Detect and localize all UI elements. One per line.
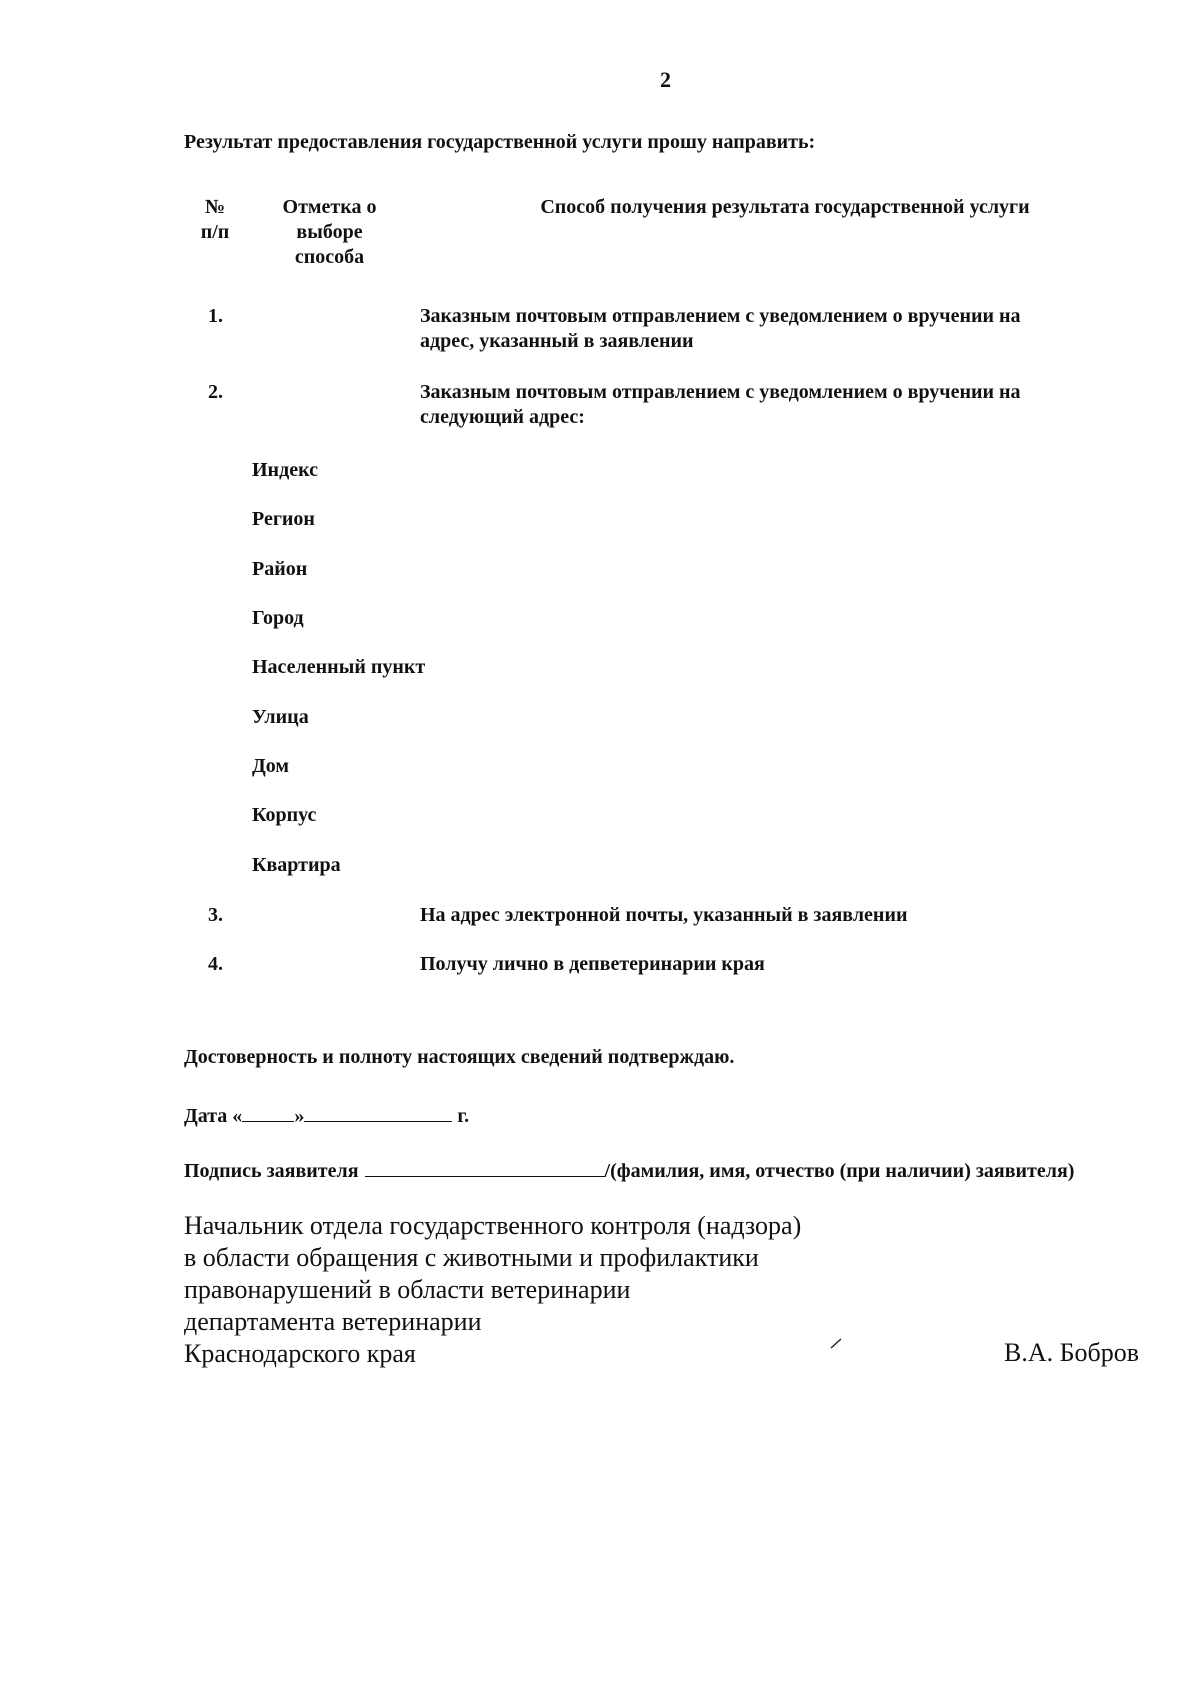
signature-note: /(фамилия, имя, отчество (при наличии) заявителя) — [604, 1160, 1075, 1182]
address-field-city: Город — [252, 607, 304, 629]
date-prefix: Дата « — [184, 1105, 243, 1127]
official-title-line: департамента ветеринарии — [184, 1307, 482, 1336]
header-number-line: п/п — [200, 221, 230, 243]
header-mark-line: способа — [294, 246, 365, 268]
header-mark — [262, 195, 397, 270]
confirmation-text: Достоверность и полноту настоящих сведений подтверждаю. — [184, 1046, 735, 1068]
row-method-line: следующий адрес: — [420, 406, 585, 428]
row-number: 3. — [208, 904, 223, 926]
official-title-line: Начальник отдела государственного контроля (надзора) — [184, 1211, 802, 1240]
date-day-blank[interactable] — [242, 1103, 294, 1122]
official-title-line: в области обращения с животными и профилактики — [184, 1243, 759, 1272]
date-month-blank[interactable] — [304, 1103, 452, 1122]
row-number: 4. — [208, 953, 223, 975]
address-field-region: Регион — [252, 508, 315, 530]
date-middle: » — [294, 1105, 305, 1127]
official-name: В.А. Бобров — [1004, 1338, 1140, 1367]
signature-line — [184, 1158, 1074, 1184]
header-method: Способ получения результата государственной услуги — [540, 196, 1030, 218]
date-suffix: г. — [452, 1105, 470, 1127]
date-line — [184, 1103, 469, 1129]
address-field-building: Корпус — [252, 804, 317, 826]
row-method-line: Заказным почтовым отправлением с уведомлением о вручении на — [420, 305, 1021, 327]
signature-blank[interactable] — [365, 1158, 605, 1177]
header-mark-line: выборе — [296, 221, 363, 243]
address-field-apartment: Квартира — [252, 854, 341, 876]
header-number-line: № — [204, 196, 226, 218]
signature-mark — [829, 1336, 847, 1350]
official-title — [184, 1210, 801, 1370]
address-field-index: Индекс — [252, 459, 318, 481]
address-field-settlement: Населенный пункт — [252, 656, 426, 678]
page-number: 2 — [660, 67, 671, 92]
row-method-line: На адрес электронной почты, указанный в заявлении — [420, 904, 908, 926]
row-number: 1. — [208, 305, 223, 327]
row-method-line: Заказным почтовым отправлением с уведомлением о вручении на — [420, 381, 1021, 403]
official-title-line: правонарушений в области ветеринарии — [184, 1275, 631, 1304]
row-method-line: Получу лично в депветеринарии края — [420, 953, 765, 975]
row-method-line: адрес, указанный в заявлении — [420, 330, 694, 352]
row-method-text — [420, 304, 1021, 354]
address-field-street: Улица — [252, 706, 309, 728]
address-field-district: Район — [252, 558, 308, 580]
row-number: 2. — [208, 381, 223, 403]
header-number — [198, 195, 232, 245]
row-method-text — [420, 380, 1021, 430]
signature-label: Подпись заявителя — [184, 1160, 359, 1182]
address-field-house: Дом — [252, 755, 290, 777]
official-title-line: Краснодарского края — [184, 1339, 416, 1368]
header-mark-line: Отметка о — [282, 196, 377, 218]
intro-text: Результат предоставления государственной услуги прошу направить: — [184, 131, 816, 153]
